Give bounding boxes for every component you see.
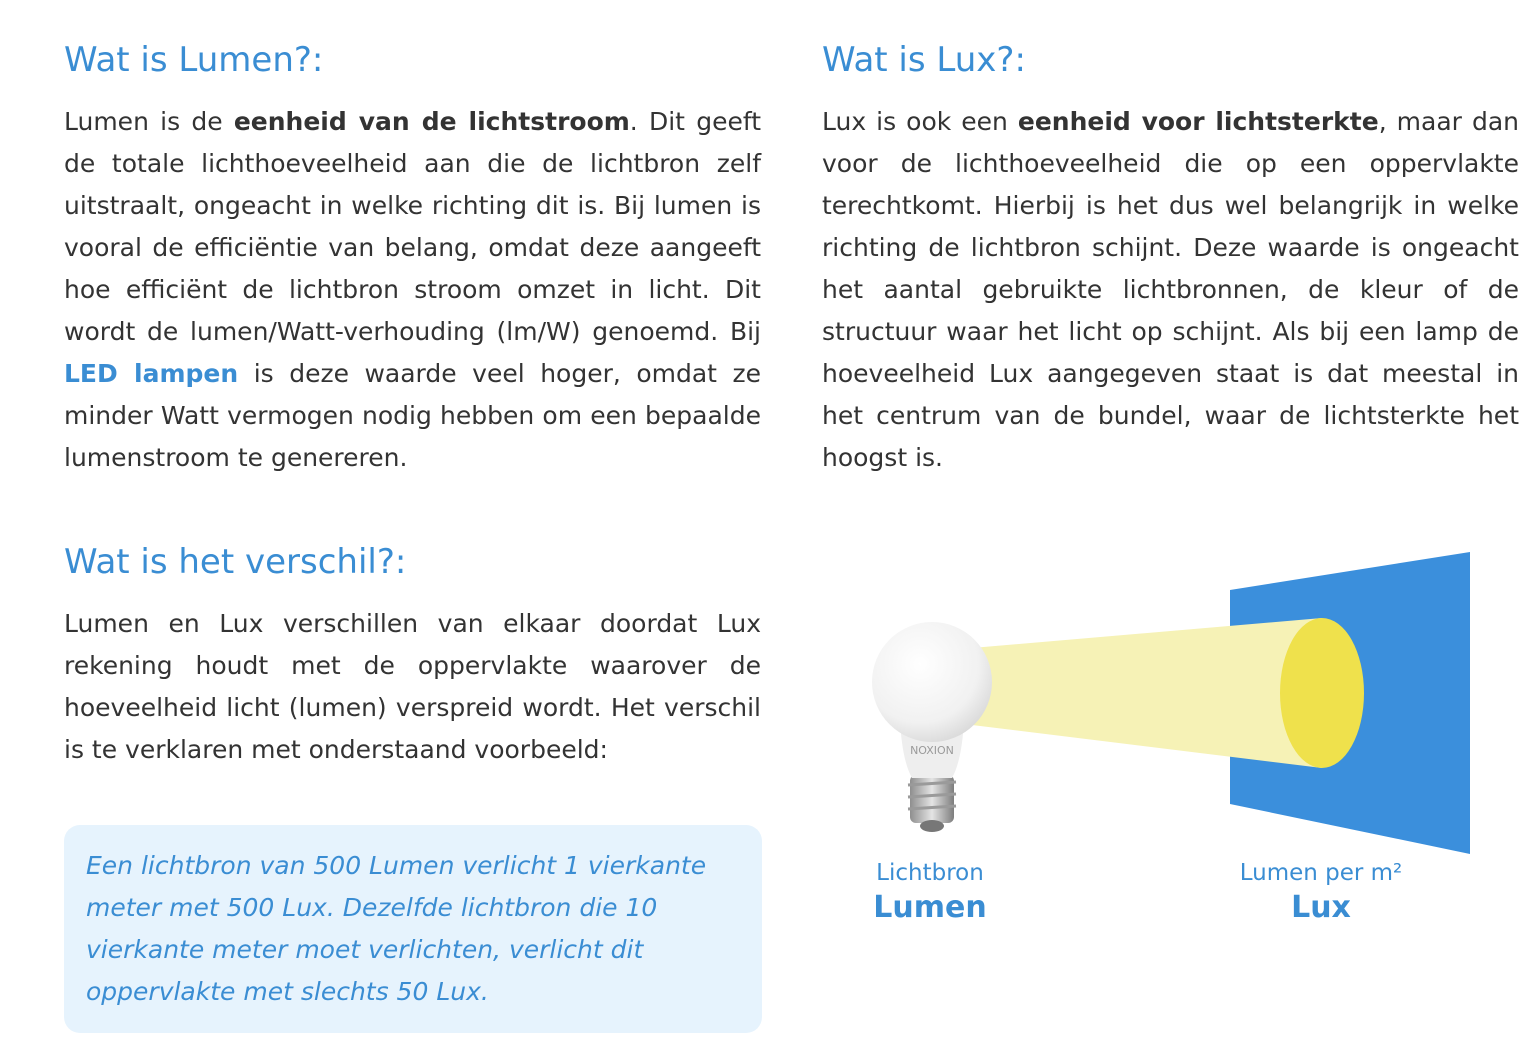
lumen-heading: Wat is Lumen?: <box>64 40 324 80</box>
light-beam <box>972 618 1322 768</box>
led-lampen-link[interactable]: LED lampen <box>64 359 239 388</box>
lumen-bold-term: eenheid van de lichtstroom <box>233 107 630 136</box>
lumen-paragraph: Lumen is de eenheid van de lichtstroom. Dit geeft de totale lichthoeveelheid aan die de lichtbron zelf uitstraalt, ongeacht in welke richting dit is. Bij lumen is vooral de efficiëntie van belang, omdat deze aangeeft hoe efficiënt de lichtbron stroom omzet in licht. Dit wordt de lumen/Watt-verhouding (lm/W) genoemd. Bij LED lampen is deze waarde veel hoger, omdat ze minder Watt vermogen nodig hebben om een bepaalde lumenstroom te genereren. <box>64 107 761 472</box>
example-callout <box>64 825 762 1033</box>
lux-bold-term: eenheid voor lichtsterkte <box>1017 107 1379 136</box>
verschil-section <box>64 540 761 771</box>
verschil-heading: Wat is het verschil?: <box>64 542 407 582</box>
lichtbron-label <box>830 858 1030 928</box>
bulb-globe <box>872 622 992 742</box>
lux-label: Lux <box>1291 890 1351 925</box>
lux-paragraph: Lux is ook een eenheid voor lichtsterkte, maar dan voor de lichthoeveelheid die op een oppervlakte terechtkomt. Hierbij is het dus wel belangrijk in welke richting de lichtbron schijnt. Deze waarde is ongeacht het aantal gebruikte lichtbronnen, de kleur of de structuur waar het licht op schijnt. Als bij een lamp de hoeveelheid Lux aangegeven staat is dat meestal in het centrum van de bundel, waar de lichtsterkte het hoogst is. <box>822 107 1520 472</box>
bulb-brand-label: NOXION <box>910 744 954 757</box>
lux-section <box>822 38 1519 479</box>
example-text: Een lichtbron van 500 Lumen verlicht 1 vierkante meter met 500 Lux. Dezelfde lichtbron die 10 vierkante meter moet verlichten, verlicht dit oppervlakte met slechts 50 Lux. <box>86 851 707 1006</box>
light-spot <box>1280 618 1364 768</box>
lumen-per-m2-label <box>1216 858 1426 928</box>
verschil-paragraph: Lumen en Lux verschillen van elkaar doordat Lux rekening houdt met de oppervlakte waarover de hoeveelheid licht (lumen) verspreid wordt. Het verschil is te verklaren met onderstaand voorbeeld: <box>64 609 761 764</box>
lux-heading: Wat is Lux?: <box>822 40 1026 80</box>
lumen-lux-illustration <box>822 520 1522 960</box>
lumen-label: Lumen <box>873 890 987 925</box>
lichtbron-text: Lichtbron <box>876 860 984 886</box>
lumen-section <box>64 38 761 479</box>
lumen-per-m2-text: Lumen per m² <box>1239 860 1403 886</box>
illustration-graphic <box>822 520 1522 870</box>
bulb-base <box>908 775 956 832</box>
